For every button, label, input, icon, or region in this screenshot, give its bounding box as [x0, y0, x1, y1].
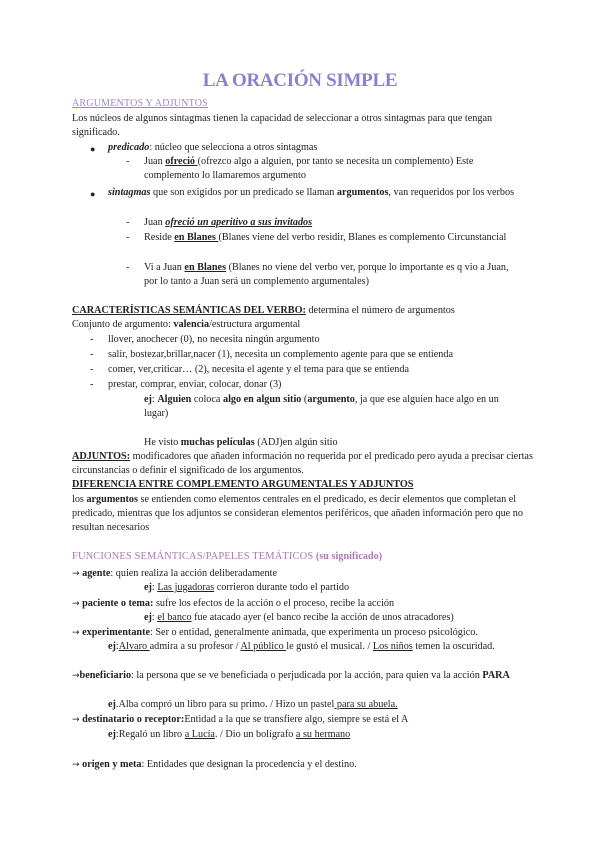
section-heading-argumentos: ARGUMENTOS Y ADJUNTOS — [72, 98, 208, 109]
bullet-icon: ● — [90, 144, 96, 154]
valencia-line: Conjunto de argumento: valencia/estructura argumental — [72, 319, 301, 330]
valencia-item: comer, ver,criticar… (2), necesita el agente y el tema para que se entienda — [108, 364, 409, 375]
example-aperitivo: Juan ofreció un aperitivo a sus invitados — [144, 217, 313, 228]
beneficiario-example: ej.Alba compró un libro para su primo. / Hizo un pastel para su abuela. — [108, 699, 398, 710]
paciente-definition: → paciente o tema: sufre los efectos de la acción o el proceso, recibe la acción — [72, 598, 395, 609]
arrow-icon: → — [72, 569, 80, 579]
paciente-example: ej: el banco fue atacado ayer (el banco recibe la acción de unos atracadores) — [144, 612, 454, 623]
agente-definition: → agente: quien realiza la acción deliberadamente — [72, 568, 277, 579]
diferencia-heading: DIFERENCIA ENTRE COMPLEMENTO ARGUMENTALES Y ADJUNTOS — [72, 479, 414, 490]
dash-icon: - — [126, 217, 130, 228]
valencia-item: llover, anochecer (0), no necesita ningún argumento — [108, 334, 320, 345]
arrow-icon: → — [72, 760, 80, 770]
beneficiario-definition: →beneficiario: la persona que se ve beneficiada o perjudicada por la acción, para quien va la acción PARA — [72, 670, 510, 681]
bullet-icon: ● — [90, 189, 96, 199]
caracteristicas-heading: CARACTERÍSTICAS SEMÁNTICAS DEL VERBO: determina el número de argumentos — [72, 305, 455, 316]
intro-paragraph: Los núcleos de algunos sintagmas tienen la capacidad de seleccionar a otros sintagmas para que tengan significado. — [72, 113, 493, 138]
dash-icon: - — [126, 232, 130, 243]
bullet-sintagmas: sintagmas que son exigidos por un predicado se llaman argumentos, van requeridos por los verbos — [108, 187, 515, 198]
experimentante-example: ej:Alvaro admira a su profesor / Al público le gustó el musical. / Los niños temen la oscuridad. — [108, 641, 495, 652]
dash-icon: - — [90, 349, 94, 360]
dash-icon: - — [126, 262, 130, 273]
arrow-icon: → — [72, 628, 80, 638]
valencia-item: salir, bostezar,brillar,nacer (1), necesita un complemento agente para que se entienda — [108, 349, 453, 360]
valencia-item: prestar, comprar, enviar, colocar, donar (3) — [108, 379, 282, 390]
agente-example: ej: Las jugadoras corrieron durante todo el partido — [144, 582, 350, 593]
dash-icon: - — [90, 379, 94, 390]
diferencia-paragraph: los argumentos se entienden como elementos centrales en el predicado, es decir elementos que completan el predicado, mientras que los adjuntos se consideran elementos periféricos, que añaden información pero que no resultan necesarios — [72, 494, 523, 533]
destinatario-definition: → destinatario o receptor:Entidad a la que se transfiere algo, siempre se está el A — [72, 714, 409, 725]
page-title: LA ORACIÓN SIMPLE — [202, 70, 398, 91]
bullet-predicado: predicado: núcleo que selecciona a otros sintagmas — [108, 142, 318, 153]
funciones-heading: FUNCIONES SEMÁNTICAS/PAPELES TEMÁTICOS (su significado) — [72, 551, 383, 562]
example-ofrecio: Juan ofreció (ofrezco algo a alguien, por tanto se necesita un complemento) Este complemento lo llamaremos argumento — [144, 156, 474, 181]
dash-icon: - — [90, 334, 94, 345]
origen-definition: → origen y meta: Entidades que designan la procedencia y el destino. — [72, 759, 357, 770]
dash-icon: - — [90, 364, 94, 375]
example-visto: He visto muchas películas (ADJ)en algún sitio — [144, 437, 338, 448]
dash-icon: - — [126, 156, 130, 167]
example-coloca: ej: Alguien coloca algo en algun sitio (argumento, ja que ese alguien hace algo en un lugar) — [144, 394, 499, 419]
experimentante-definition: → experimentante: Ser o entidad, generalmente animada, que experimenta un proceso psicológico. — [72, 627, 478, 638]
arrow-icon: → — [72, 599, 80, 609]
destinatario-example: ej:Regaló un libro a Lucía. / Dio un bolígrafo a su hermano — [108, 729, 351, 740]
adjuntos-paragraph: ADJUNTOS: modificadores que añaden información no requerida por el predicado pero ayuda a precisar ciertas circunstancias o definir el significado de los argumentos. — [72, 451, 533, 476]
arrow-icon: → — [72, 715, 80, 725]
arrow-icon: → — [72, 671, 80, 681]
example-reside: Reside en Blanes (Blanes viene del verbo residir, Blanes es complemento Circunstancial — [144, 232, 507, 243]
example-vi-juan: Vi a Juan en Blanes (Blanes no viene del verbo ver, porque lo importante es q vio a Juan, por lo tanto a Juan será un complemento argumentales) — [144, 262, 509, 287]
